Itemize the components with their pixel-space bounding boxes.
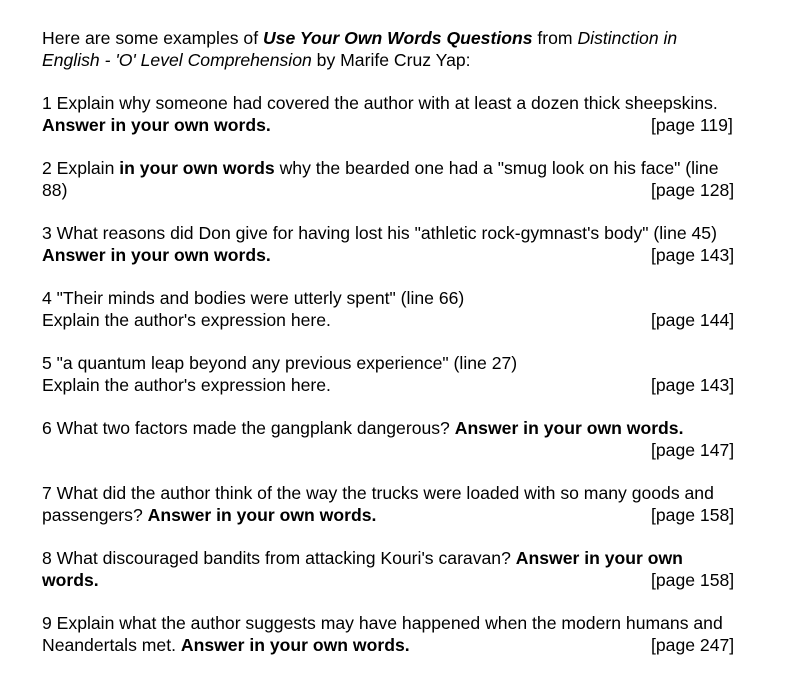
question-4-text: 4 "Their minds and bodies were utterly spent" (line 66) xyxy=(42,288,465,308)
intro-paragraph xyxy=(42,27,782,71)
question-4 xyxy=(42,287,782,331)
question-3-instruction: Answer in your own words. xyxy=(42,245,271,265)
question-7-line2: passengers? xyxy=(42,505,148,525)
question-5-text: 5 "a quantum leap beyond any previous experience" (line 27) xyxy=(42,353,518,373)
question-1-page: [page 119] xyxy=(651,115,733,135)
question-2-pre: 2 Explain xyxy=(42,158,120,178)
question-4-line2: Explain the author's expression here. xyxy=(42,310,331,330)
question-6-page: [page 147] xyxy=(651,440,735,460)
question-7 xyxy=(42,482,782,526)
question-5-line2: Explain the author's expression here. xyxy=(42,375,331,395)
intro-from: from xyxy=(532,28,578,48)
question-9-instruction: Answer in your own words. xyxy=(180,635,410,655)
question-9 xyxy=(42,612,782,656)
intro-lead: Here are some examples of xyxy=(42,28,263,48)
question-1-instruction: Answer in your own words. xyxy=(42,115,271,135)
intro-book: Distinction in xyxy=(577,28,678,48)
question-2-instruction: in your own words xyxy=(119,158,275,178)
question-5-page: [page 143] xyxy=(651,375,735,395)
question-1 xyxy=(42,92,782,136)
question-6-instruction: Answer in your own words. xyxy=(454,418,684,438)
question-9-line2: Neandertals met. xyxy=(42,635,181,655)
question-3 xyxy=(42,222,782,266)
question-1-text: 1 Explain why someone had covered the author with at least a dozen thick sheepskins. xyxy=(42,93,718,113)
intro-by: by Marife Cruz Yap: xyxy=(311,50,471,70)
question-6-text: 6 What two factors made the gangplank dangerous? xyxy=(42,418,455,438)
question-3-page: [page 143] xyxy=(651,245,735,265)
question-8 xyxy=(42,547,782,591)
question-3-text: 3 What reasons did Don give for having lost his "athletic rock-gymnast's body" (line 45) xyxy=(42,223,717,243)
question-2 xyxy=(42,157,782,201)
question-8-instruction-cont: words. xyxy=(42,570,99,590)
question-8-instruction: Answer in your own xyxy=(515,548,683,568)
question-2-post: why the bearded one had a "smug look on his face" (line xyxy=(274,158,719,178)
question-2-page: [page 128] xyxy=(651,180,735,200)
question-6 xyxy=(42,417,782,461)
question-7-instruction: Answer in your own words. xyxy=(147,505,377,525)
question-2-cont: 88) xyxy=(42,180,68,200)
question-7-page: [page 158] xyxy=(651,505,735,525)
question-8-text: 8 What discouraged bandits from attacking Kouri's caravan? xyxy=(42,548,516,568)
question-4-page: [page 144] xyxy=(651,310,735,330)
question-9-page: [page 247] xyxy=(651,635,735,655)
intro-title: Use Your Own Words Questions xyxy=(263,28,533,48)
question-7-text: 7 What did the author think of the way the trucks were loaded with so many goods and xyxy=(42,483,714,503)
question-5 xyxy=(42,352,782,396)
intro-book-cont: English - 'O' Level Comprehension xyxy=(42,50,312,70)
question-9-text: 9 Explain what the author suggests may have happened when the modern humans and xyxy=(42,613,723,633)
question-8-page: [page 158] xyxy=(651,570,735,590)
